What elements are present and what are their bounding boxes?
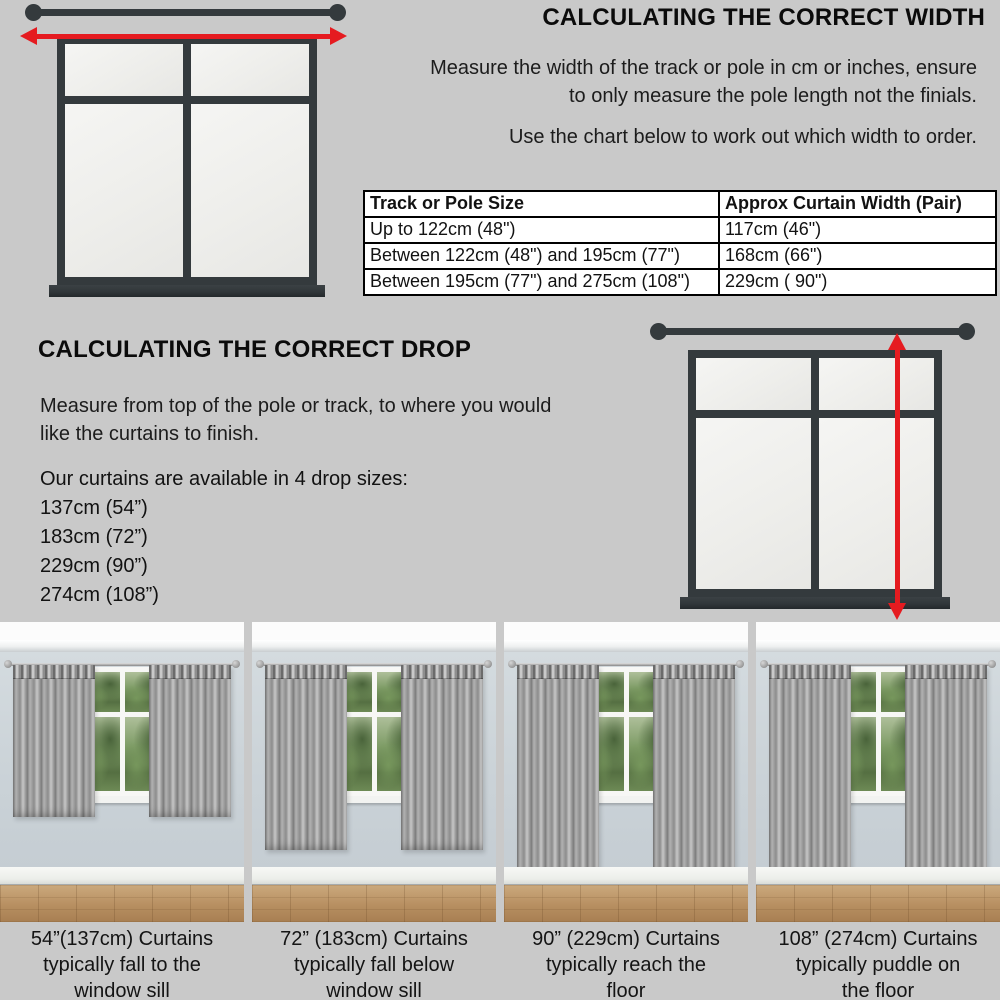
curtain-pole-icon <box>25 4 346 21</box>
caption-line: typically fall below <box>293 954 455 976</box>
caption-line: typically reach the <box>545 954 707 976</box>
ceiling <box>0 622 244 640</box>
width-paragraph-line1: Measure the width of the track or pole in cm or inches, ensure <box>430 57 977 79</box>
baseboard <box>756 867 1000 885</box>
caption-line: 90” (229cm) Curtains <box>532 928 720 950</box>
caption-line: window sill <box>326 980 422 1000</box>
caption-line: 54”(137cm) Curtains <box>30 928 214 950</box>
caption-72in <box>252 926 496 1000</box>
curtain-right <box>401 665 483 850</box>
table-header-row <box>364 191 996 217</box>
drop-paragraph <box>40 392 551 448</box>
arrow-head-left-icon <box>20 27 37 45</box>
drop-paragraph-line1: Measure from top of the pole or track, to where you would <box>40 395 552 417</box>
drop-sizes-list <box>40 465 408 610</box>
window-pane <box>819 358 934 410</box>
baseboard <box>0 867 244 885</box>
table-row <box>364 269 996 295</box>
curtain-left <box>517 665 599 889</box>
window-pane <box>191 104 309 277</box>
crown-molding <box>504 640 748 652</box>
curtain-left <box>265 665 347 850</box>
curtain-left <box>13 665 95 817</box>
window-pane <box>696 358 811 410</box>
caption-line: floor <box>606 980 646 1000</box>
window-sill <box>49 285 325 297</box>
cell-pole-size: Up to 122cm (48") <box>364 217 719 243</box>
curtain-photo-90in <box>504 622 748 922</box>
size-table <box>363 190 997 296</box>
caption-line: the floor <box>841 980 915 1000</box>
drop-size-item: 229cm (90”) <box>40 555 148 577</box>
curtain-pole-icon <box>650 323 975 340</box>
arrow-head-top-icon <box>888 333 906 350</box>
caption-line: 108” (274cm) Curtains <box>778 928 978 950</box>
window-diagram-width <box>57 36 317 285</box>
table-row <box>364 243 996 269</box>
cell-curtain-width: 117cm (46") <box>719 217 996 243</box>
drop-measure-arrow-icon <box>888 333 906 620</box>
wood-floor <box>504 885 748 922</box>
curtain-photo-54in <box>0 622 244 922</box>
caption-54in <box>0 926 244 1000</box>
cell-pole-size: Between 122cm (48") and 195cm (77") <box>364 243 719 269</box>
pole-finial-right-icon <box>329 4 346 21</box>
caption-line: window sill <box>74 980 170 1000</box>
baseboard <box>504 867 748 885</box>
ceiling <box>252 622 496 640</box>
curtain-photo-72in <box>252 622 496 922</box>
cell-curtain-width: 229cm ( 90") <box>719 269 996 295</box>
caption-line: typically puddle on <box>795 954 961 976</box>
arrow-shaft <box>895 344 900 609</box>
wood-floor <box>756 885 1000 922</box>
width-measure-arrow-icon <box>20 27 347 45</box>
curtain-right <box>149 665 231 817</box>
caption-90in <box>504 926 748 1000</box>
window-pane <box>696 418 811 589</box>
ceiling <box>756 622 1000 640</box>
baseboard <box>252 867 496 885</box>
arrow-shaft <box>31 34 336 39</box>
drop-paragraph-line2: like the curtains to finish. <box>40 423 259 445</box>
wood-floor <box>0 885 244 922</box>
wood-floor <box>252 885 496 922</box>
drop-size-item: 183cm (72”) <box>40 526 148 548</box>
drop-sizes-intro: Our curtains are available in 4 drop sizes: <box>40 468 408 490</box>
ceiling <box>504 622 748 640</box>
drop-size-item: 274cm (108”) <box>40 584 159 606</box>
width-paragraph <box>430 54 977 110</box>
window-pane <box>191 44 309 96</box>
arrow-head-right-icon <box>330 27 347 45</box>
window-pane <box>65 44 183 96</box>
pole-finial-left-icon <box>650 323 667 340</box>
caption-line: typically fall to the <box>43 954 201 976</box>
pole-finial-left-icon <box>25 4 42 21</box>
crown-molding <box>252 640 496 652</box>
col-header-curtain-width: Approx Curtain Width (Pair) <box>719 191 996 217</box>
pole-bar <box>657 328 968 335</box>
window-pane <box>65 104 183 277</box>
arrow-head-bottom-icon <box>888 603 906 620</box>
width-chart-note: Use the chart below to work out which width to order. <box>508 126 977 148</box>
caption-line: 72” (183cm) Curtains <box>280 928 468 950</box>
curtain-right <box>653 665 735 889</box>
crown-molding <box>0 640 244 652</box>
cell-pole-size: Between 195cm (77") and 275cm (108") <box>364 269 719 295</box>
drop-heading: CALCULATING THE CORRECT DROP <box>38 336 472 363</box>
window-sill <box>680 597 950 609</box>
width-paragraph-line2: to only measure the pole length not the finials. <box>568 85 977 107</box>
curtain-photo-108in <box>756 622 1000 922</box>
window-pane <box>819 418 934 589</box>
caption-108in <box>756 926 1000 1000</box>
width-heading: CALCULATING THE CORRECT WIDTH <box>542 4 985 31</box>
col-header-pole-size: Track or Pole Size <box>364 191 719 217</box>
pole-bar <box>32 9 339 16</box>
cell-curtain-width: 168cm (66") <box>719 243 996 269</box>
table-row <box>364 217 996 243</box>
crown-molding <box>756 640 1000 652</box>
drop-size-item: 137cm (54”) <box>40 497 148 519</box>
pole-finial-right-icon <box>958 323 975 340</box>
